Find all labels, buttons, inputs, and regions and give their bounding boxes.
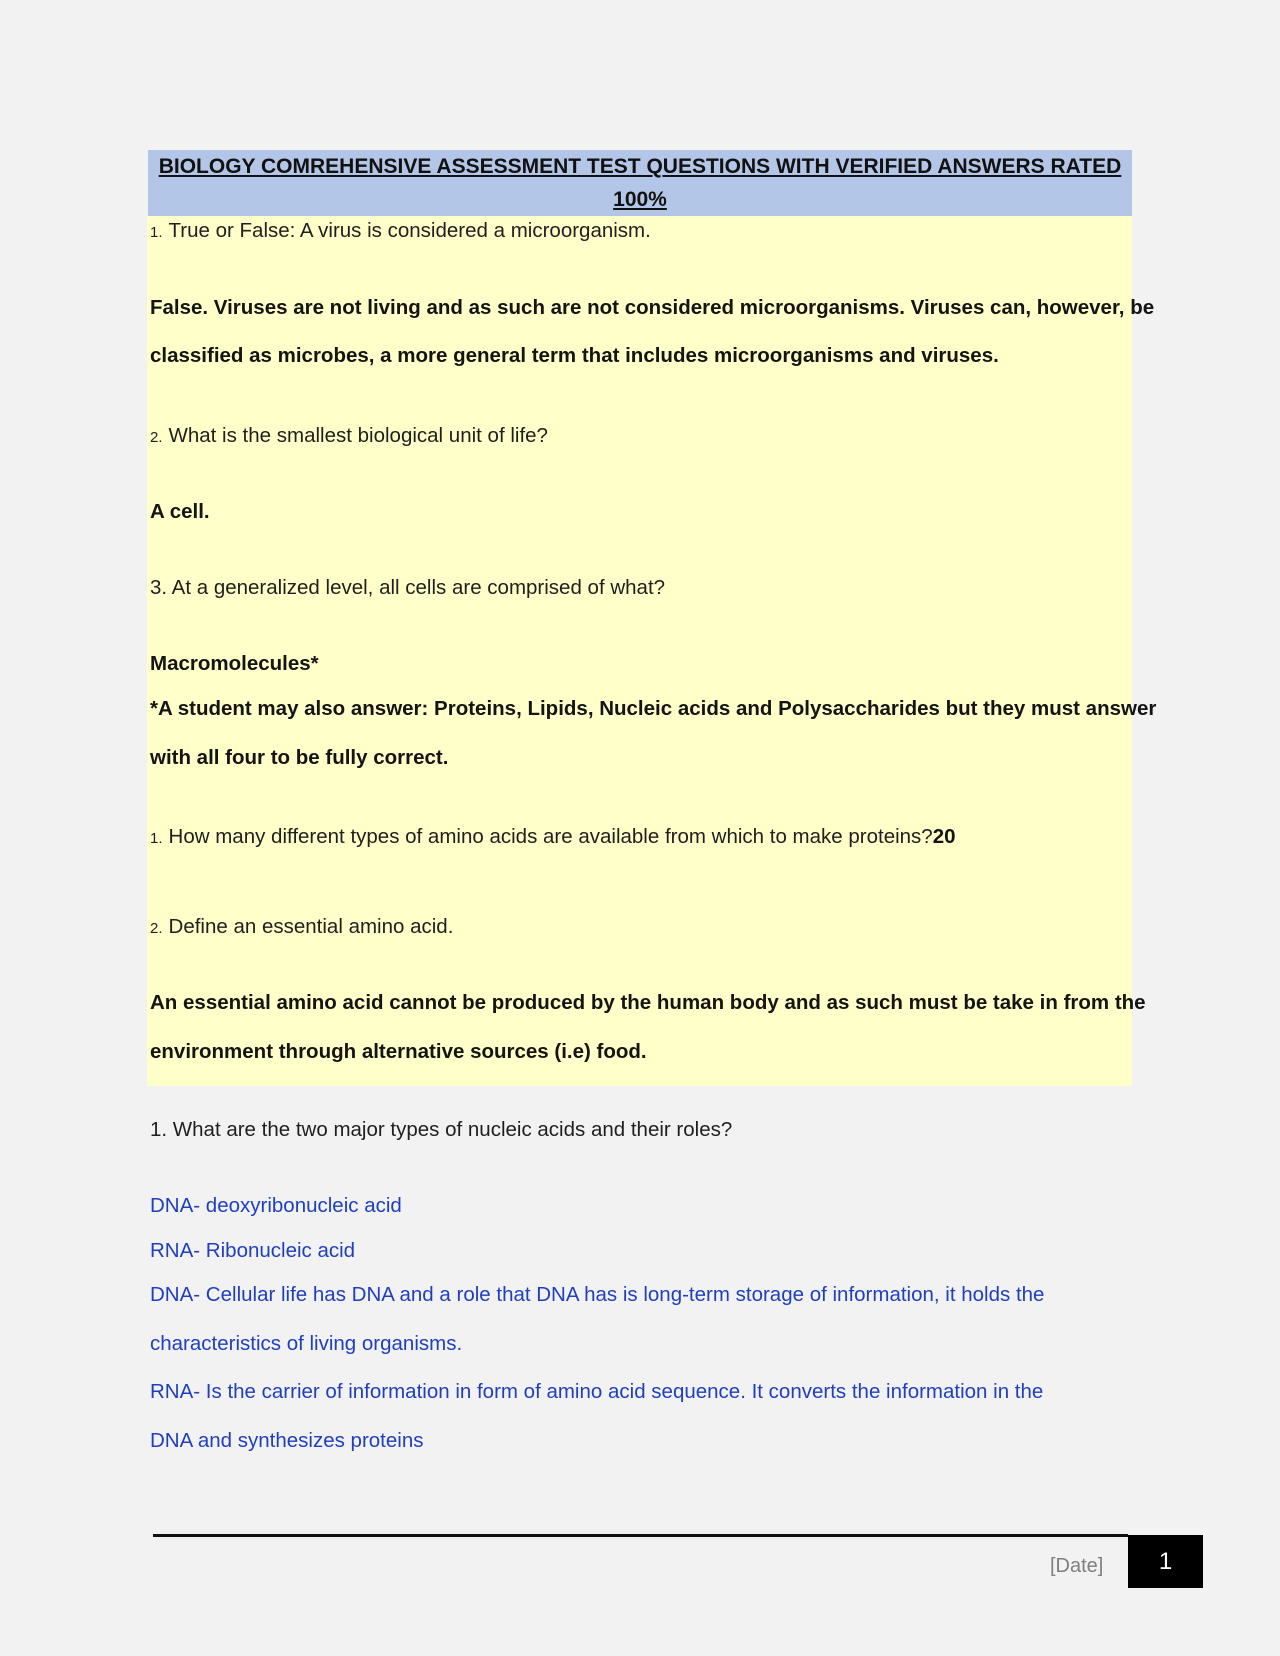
answer-line: classified as microbes, a more general term that includes microorganisms and viruses. bbox=[150, 344, 999, 367]
answer-line: False. Viruses are not living and as such are not considered microorganisms. Viruses can, however, be bbox=[150, 296, 1155, 319]
answer-line: environment through alternative sources (i.e) food. bbox=[150, 1040, 647, 1063]
document-title: BIOLOGY COMREHENSIVE ASSESSMENT TEST QUESTIONS WITH VERIFIED ANSWERS RATED 100% bbox=[158, 155, 1122, 211]
answer-line: Macromolecules* bbox=[150, 652, 319, 675]
blue-answer-line: DNA- deoxyribonucleic acid bbox=[150, 1194, 402, 1217]
footer-rule bbox=[153, 1534, 1128, 1537]
answer-line: An essential amino acid cannot be produced by the human body and as such must be take in from the bbox=[150, 991, 1146, 1014]
question-number: 1. bbox=[150, 224, 163, 241]
question-line bbox=[150, 424, 548, 448]
question-text: How many different types of amino acids are available from which to make proteins? bbox=[168, 825, 933, 848]
page-number: 1 bbox=[1128, 1535, 1203, 1588]
question-line bbox=[150, 825, 956, 849]
question-text: Define an essential amino acid. bbox=[168, 915, 454, 938]
answer-line: A cell. bbox=[150, 500, 210, 523]
question-line: 1. What are the two major types of nucleic acids and their roles? bbox=[150, 1118, 733, 1141]
blue-answer-line: DNA and synthesizes proteins bbox=[150, 1429, 424, 1452]
question-number: 1. bbox=[150, 830, 163, 847]
blue-answer-line: RNA- Ribonucleic acid bbox=[150, 1239, 356, 1262]
blue-answer-line: characteristics of living organisms. bbox=[150, 1332, 463, 1355]
question-number: 2. bbox=[150, 429, 163, 446]
question-text: What is the smallest biological unit of life? bbox=[168, 424, 548, 447]
question-number: 2. bbox=[150, 920, 163, 937]
footer-date: [Date] bbox=[1050, 1555, 1104, 1577]
question-line: 3. At a generalized level, all cells are comprised of what? bbox=[150, 576, 666, 599]
question-line bbox=[150, 219, 651, 243]
question-line bbox=[150, 915, 453, 939]
question-text: True or False: A virus is considered a microorganism. bbox=[168, 219, 651, 242]
blue-answer-line: RNA- Is the carrier of information in form of amino acid sequence. It converts the information in the bbox=[150, 1380, 1044, 1403]
title-band bbox=[148, 150, 1132, 216]
blue-answer-line: DNA- Cellular life has DNA and a role that DNA has is long-term storage of information, it holds the bbox=[150, 1283, 1045, 1306]
answer-note: with all four to be fully correct. bbox=[150, 746, 449, 769]
answer-note: *A student may also answer: Proteins, Lipids, Nucleic acids and Polysaccharides but they must answer bbox=[150, 697, 1157, 720]
inline-answer: 20 bbox=[932, 825, 956, 848]
